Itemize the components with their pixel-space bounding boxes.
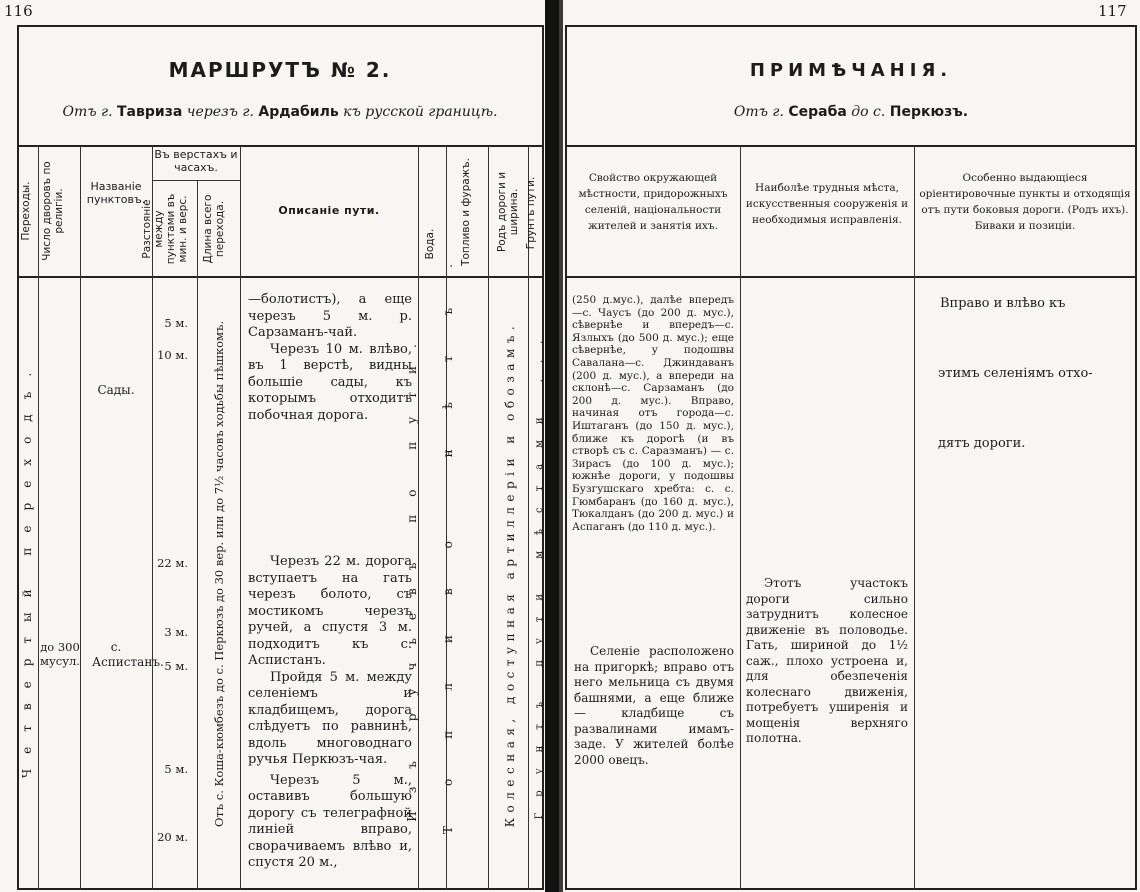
column-header-punkty: Особенно выдающіеся оріентировочные пункты и отходящія отъ пути боковыя дороги. (Родъ ихъ). Биваки и позиціи. (919, 172, 1131, 232)
column-header-rod-dorogi: Родъ дороги и ширина. (496, 171, 520, 253)
column-header-perekhody: Переходы. (20, 181, 32, 241)
svoystvo-text-1: (250 д.мус.), далѣе впередъ—с. Чаусъ (до 200 д. мус.), сѣвернѣе и впередъ—с. Язлыхъ (до 500 д. мус.); еще сѣвернѣе, у подошвы Савалана—с. Джиндаванъ (200 д. мус.), а впереди на склонѣ—с. Сарзаманъ (до 200 д. мус.). Вправо, начиная отъ города—с. Иштаганъ (до 150 д. мус.), ближе къ дорогѣ (и въ створѣ съ с. Саразманъ) — с. Зирасъ (до 100 д. мус.); южнѣе дороги, у подошвы Бузгушскаго хребта: с. с. Гюмбаранъ (до 160 д. мус.), Тюкалданъ (до 200 д. мус.) и Аспаганъ (до 110 д. мус.). (572, 294, 734, 533)
trudnye-text-1: Этотъ участокъ дороги сильно затруднитъ колесное движеніе въ половодье. Гать, шириной до 1½ саж., плохо устроена и, для обезпеченія колеснаго движенія, потребуетъ уширенія и мощенія верхняго полотна. (746, 576, 908, 745)
column-header-opisanie: Описаніе пути. (278, 204, 380, 217)
distance-cell: 5 м. (164, 659, 188, 673)
village-households: до 300 мусул. (40, 640, 80, 668)
punkty-text-1: Вправо и влѣво къ (940, 296, 1066, 311)
route-title: МАРШРУТЪ № 2. (168, 58, 392, 82)
column-header-dlina: Длина всего перехода. (202, 194, 226, 264)
column-header-voda: Вода. (424, 228, 436, 260)
distance-cell: 5 м. (164, 316, 188, 330)
description-paragraph: Черезъ 22 м. дорога вступаетъ на гать черезъ болото, съ мостикомъ черезъ ручей, а спустя 3 м. подходитъ къ с. Аспистанъ. (248, 554, 412, 668)
transition-label: Четвертый переходъ. (20, 357, 34, 779)
column-header-grunt: Грунтъ пути. (525, 176, 537, 250)
column-header-nazvanie: Названіе пунктовъ. (86, 180, 146, 206)
description-block-2 (248, 554, 412, 872)
distance-cell: 22 м. (157, 556, 188, 570)
distance-cell: 20 м. (157, 830, 188, 844)
description-paragraph: Черезъ 5 м., оставивъ большую дорогу съ телеграфной линіей вправо, сворачиваемъ влѣво и, спустя 20 м., (248, 772, 412, 870)
description-paragraph: Черезъ 10 м. влѣво, въ 1 верстѣ, видны большіе сады, къ которымъ отходитъ побочная дорога. (248, 341, 412, 423)
village-name-aspistan: с. Аспистанъ. (92, 640, 164, 669)
distance-cell: 10 м. (157, 348, 188, 362)
rod-dorogi-value: Колесная, доступная артиллеріи и обозамъ. (503, 320, 517, 828)
column-header-v-verstakh: Въ верстахъ и часахъ. (154, 148, 238, 174)
route-subtitle: Отъ г. Тавриза черезъ г. Ардабиль къ русской границѣ. (62, 104, 498, 120)
column-header-svoystvo: Свойство окружающей мѣстности, придорожныхъ селеній, національности жителей и занятія ихъ. (578, 172, 728, 232)
distance-cell: 5 м. (164, 762, 188, 776)
column-header-toplivo: Топливо и фуражъ. (460, 158, 472, 266)
transition-length: Отъ с. Коша-кюмбезъ до с. Перкюзъ до 30 вер. или до 7½ часовъ ходьбы пѣшкомъ. (212, 321, 226, 827)
distance-cell: 3 м. (164, 625, 188, 639)
column-header-trudnye: Наиболѣе трудныя мѣста, искусственныя сооруженія и необходимыя исправленія. (745, 182, 909, 226)
column-header-dvory: Число дворовъ по религіи. (41, 161, 65, 261)
svoystvo-text-2: Селеніе расположено на пригоркѣ; вправо отъ него мельница съ двумя башнями, а еще ближе — кладбище съ развалинами имамъ-заде. У жителей болѣе 2000 овецъ. (574, 644, 734, 767)
page-number-left: 116 (4, 2, 33, 20)
voda-value: Изъ ручьевъ по пути. (405, 326, 419, 822)
column-header-rasstoyanie: Разстояніе между пунктами въ мин. и верс. (141, 193, 189, 265)
page-number-right: 117 (1098, 2, 1127, 20)
toplivo-value: Топливо нѣтъ. (441, 224, 455, 834)
punkty-text-3: дятъ дороги. (938, 436, 1026, 451)
description-paragraph: —болотистъ), а еще черезъ 5 м. р. Сарзаманъ-чай. (248, 292, 412, 340)
description-paragraph: Пройдя 5 м. между селеніемъ и кладбищемъ, дорога слѣдуетъ по равнинѣ, вдоль многоводнаго ручья Перкюзъ-чая. (248, 669, 412, 767)
grunt-value: Грунтъ пути мѣстами ... (534, 324, 545, 820)
book-spine (545, 0, 559, 892)
village-name-sady: Сады. (97, 383, 135, 397)
notes-title: ПРИМѢЧАНІЯ. (749, 60, 953, 81)
punkty-text-2: этимъ селеніямъ отхо- (938, 366, 1093, 381)
notes-subtitle: Отъ г. Сераба до с. Перкюзъ. (733, 104, 969, 120)
description-block-1 (248, 292, 412, 424)
book-spine-edge (559, 0, 563, 892)
